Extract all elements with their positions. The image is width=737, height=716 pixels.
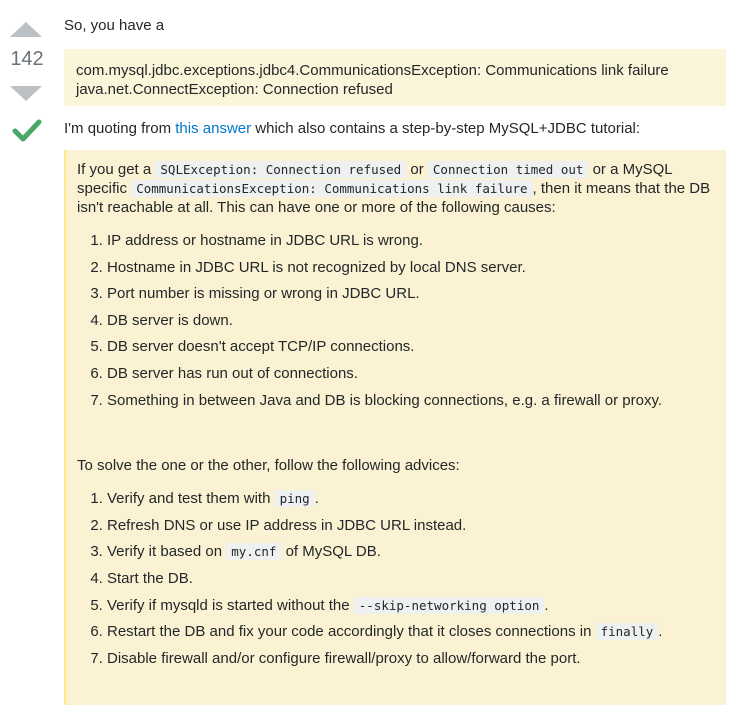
upvote-arrow-icon[interactable]	[10, 22, 42, 37]
this-answer-link[interactable]: this answer	[175, 120, 252, 137]
inline-code: ping	[275, 490, 315, 507]
advices-list	[77, 489, 714, 668]
quote-paragraph-1: If you get a SQLException: Connection refused or Connection timed out or a MySQL specific CommunicationsException: Communications link failure , then it means that the DB isn't reachable at all. This can have one or more of the following causes:	[77, 161, 711, 216]
list-item: 2. Hostname in JDBC URL is not recognized by local DNS server.	[107, 258, 714, 277]
inline-code: finally	[596, 623, 659, 640]
quote-paragraph-2: To solve the one or the other, follow the following advices:	[77, 457, 460, 475]
list-item: 3. Port number is missing or wrong in JDBC URL.	[107, 284, 714, 303]
list-item: 2. Refresh DNS or use IP address in JDBC URL instead.	[107, 516, 714, 535]
inline-code: SQLException: Connection refused	[155, 161, 406, 178]
inline-code: CommunicationsException: Communications link failure	[131, 180, 532, 197]
inline-code: Connection timed out	[428, 161, 589, 178]
list-item: 1. IP address or hostname in JDBC URL is wrong.	[107, 231, 714, 250]
quote-intro	[64, 119, 640, 138]
causes-list	[77, 231, 714, 410]
list-item: 4. Start the DB.	[107, 569, 714, 588]
blockquote	[64, 150, 726, 705]
list-item: 1. Verify and test them with ping .	[107, 489, 714, 508]
exception-code-block	[64, 49, 726, 106]
list-item: 6. DB server has run out of connections.	[107, 364, 714, 383]
list-item: 7. Disable firewall and/or configure firewall/proxy to allow/forward the port.	[107, 649, 714, 668]
downvote-arrow-icon[interactable]	[10, 86, 42, 101]
quote-prefix: I'm quoting from	[64, 120, 176, 137]
inline-code: my.cnf	[226, 543, 281, 560]
list-item: 4. DB server is down.	[107, 311, 714, 330]
accepted-checkmark-icon	[12, 118, 42, 144]
vote-count: 142	[10, 48, 44, 70]
exception-line: com.mysql.jdbc.exceptions.jdbc4.CommunicationsException: Communications link failure	[76, 62, 669, 79]
list-item: 3. Verify it based on my.cnf of MySQL DB.	[107, 542, 714, 561]
inline-code: --skip-networking option	[354, 597, 545, 614]
list-item: 6. Restart the DB and fix your code accordingly that it closes connections in finally .	[107, 622, 714, 641]
intro-text: So, you have a	[64, 17, 165, 34]
quote-suffix: which also contains a step-by-step MySQL+JDBC tutorial:	[251, 120, 641, 137]
exception-line: java.net.ConnectException: Connection refused	[76, 81, 393, 98]
list-item: 5. DB server doesn't accept TCP/IP connections.	[107, 337, 714, 356]
list-item: 5. Verify if mysqld is started without the --skip-networking option .	[107, 596, 714, 615]
list-item: 7. Something in between Java and DB is blocking connections, e.g. a firewall or proxy.	[107, 391, 714, 410]
